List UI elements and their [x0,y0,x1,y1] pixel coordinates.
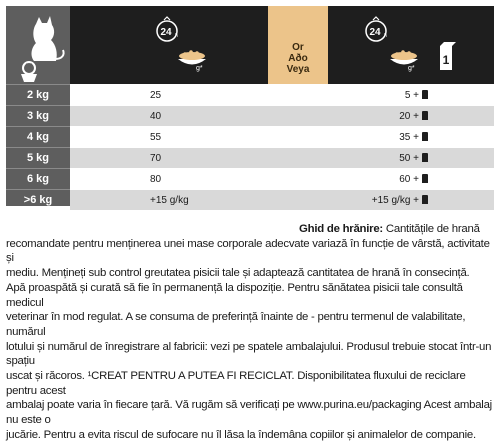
table-row [6,189,494,210]
table-row [6,105,494,126]
dry-hours: 24 [160,27,172,38]
guide-line [6,222,494,237]
spacer-cell [268,147,328,168]
guide-line: ambalaj poate varia în fiecare țară. Vă rugăm să verificați pe www.purina.eu/packaging Acest ambalaj nu este o [6,399,492,427]
spacer-cell [268,168,328,189]
wet-hours: 24 [369,27,381,38]
dry-amount-cell: +15 g/kg [70,189,268,210]
pouch-icon [422,132,428,141]
guide-line: Apă proaspătă și curată să fie în permanență la dispoziție. Pentru sănătatea pisicii tale consultă medicul [6,281,463,309]
guide-line: uscat și răcoros. ¹CREAT PENTRU A PUTEA FI RECICLAT. Disponibilitatea fluxului de reciclare pentru acest [6,370,466,397]
weight-cell: >6 kg [6,189,70,210]
mixed-amount-text: 50 + [399,153,419,164]
mixed-amount-cell [328,147,494,168]
mixed-amount-cell [328,105,494,126]
guide-line: veterinar în mod regulat. A se consuma de preferință înainte de - pentru termenul de valabilitate, numărul [6,311,466,338]
mixed-amount-cell [328,189,494,210]
mixed-amount-text: +15 g/kg + [371,195,419,206]
pouch-icon [422,90,428,99]
weight-cell: 4 kg [6,126,70,147]
wet-grams-unit: g* [408,65,415,72]
pouch-icon [422,153,428,162]
weight-cell: 6 kg [6,168,70,189]
cat-on-scale-icon [6,6,70,84]
table-row [6,168,494,189]
or-label: Or [292,42,304,53]
pouch-icon [422,174,428,183]
mixed-amount-text: 20 + [399,111,419,122]
table-row [6,147,494,168]
pouch-icon [422,195,428,204]
spacer-cell [268,189,328,210]
pouch-icon [422,111,428,120]
ao-label: Aðo [288,53,308,64]
guide-line: jucărie. Pentru a evita riscul de sufocare nu îl lăsa la îndemâna copiilor și animalelor de companie. [6,428,476,441]
dry-amount-cell: 80 [70,168,268,189]
mixed-feeding-header [328,6,494,84]
weight-cell: 2 kg [6,84,70,105]
mixed-amount-text: 60 + [399,174,419,185]
dry-amount-cell: 40 [70,105,268,126]
dry-hours-unit: h [175,33,178,39]
wet-hours-unit: h [384,33,387,39]
dry-amount-cell: 55 [70,126,268,147]
dry-food-bowl-icon [70,6,268,84]
mixed-bowl-and-pouch-icon [328,6,494,84]
spacer-cell [268,84,328,105]
dry-grams-unit: g* [196,65,203,72]
weight-cell: 5 kg [6,147,70,168]
mixed-amount-cell [328,168,494,189]
weight-cell: 3 kg [6,105,70,126]
spacer-cell [268,105,328,126]
feeding-table [6,6,494,206]
mixed-amount-cell [328,126,494,147]
spacer-cell [268,126,328,147]
dry-amount-cell: 70 [70,147,268,168]
mixed-amount-text: 5 + [404,90,419,101]
mixed-amount-cell [328,84,494,105]
table-row [6,84,494,105]
or-label-group [268,42,328,75]
dry-amount-cell: 25 [70,84,268,105]
mixed-amount-text: 35 + [399,132,419,143]
dry-food-header [70,6,268,84]
feeding-guide-text [6,222,494,443]
guide-line-text: Cantitățile de hrană [385,223,480,235]
veya-label: Veya [286,64,310,75]
guide-line: recomandate pentru menținerea unei mase corporale adecvate variază în funcție de vârstă, activitate și [6,237,490,265]
pouch-count: 1 [442,53,450,67]
guide-line: lotului și numărul de înregistrare al fabricii: vezi pe spatele ambalajului. Produsul trebuie stocat într-un spațiu [6,340,492,368]
guide-title: Ghid de hrănire: [299,223,383,235]
guide-line: mediu. Mențineți sub control greutatea pisicii tale și adaptează cantitatea de hrană în consecință. [6,267,470,280]
table-row [6,126,494,147]
